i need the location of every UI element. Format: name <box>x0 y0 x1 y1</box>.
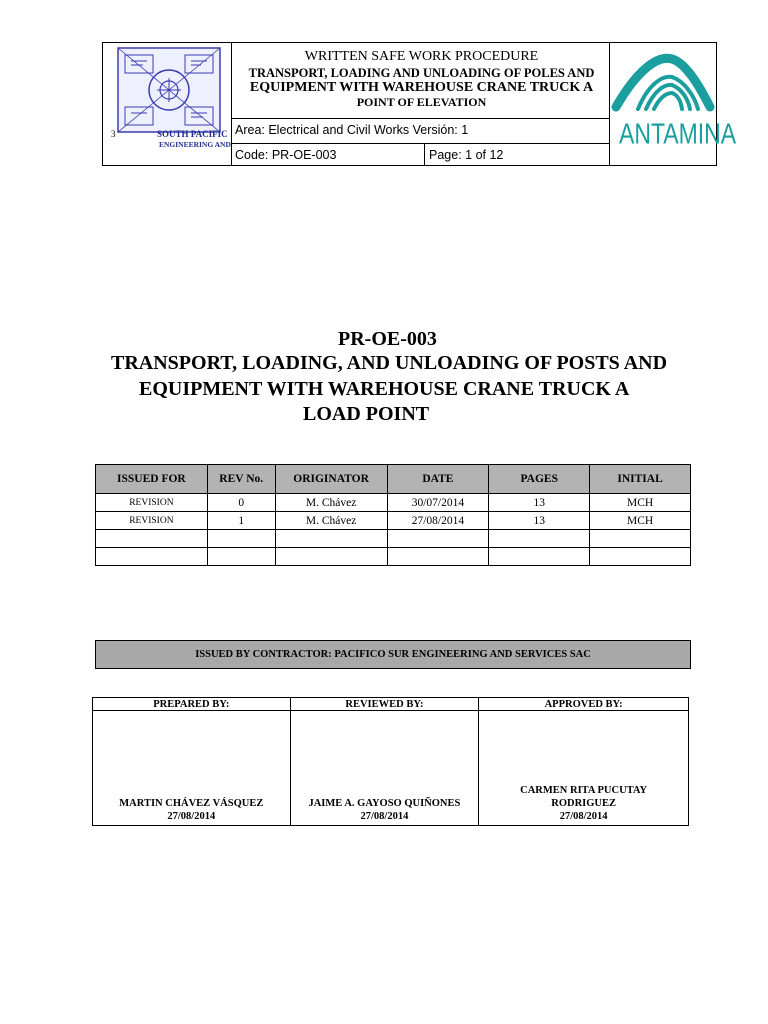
table-row <box>96 494 691 512</box>
reviewed-by-date: 27/08/2014 <box>360 811 409 822</box>
cell-date <box>387 530 489 548</box>
approved-by-cell <box>479 711 689 826</box>
revision-table <box>95 464 691 566</box>
document-header <box>102 42 737 166</box>
main-title-line2: EQUIPMENT WITH WAREHOUSE CRANE TRUCK A <box>139 378 630 400</box>
main-title-line1: TRANSPORT, LOADING, AND UNLOADING OF POSTS AND <box>111 352 668 374</box>
document-code: Code: PR-OE-003 <box>235 148 337 162</box>
table-row <box>96 512 691 530</box>
page-number: Page: 1 of 12 <box>429 148 504 162</box>
prepared-by-label: PREPARED BY: <box>93 698 291 711</box>
cell-date <box>387 548 489 566</box>
col-issued-for: ISSUED FOR <box>96 465 208 494</box>
cell-originator <box>275 530 387 548</box>
cell-rev-no: 1 <box>207 512 275 530</box>
cell-date: 30/07/2014 <box>387 494 489 512</box>
cell-issued-for <box>96 548 208 566</box>
header-title-line2: EQUIPMENT WITH WAREHOUSE CRANE TRUCK A <box>249 80 594 95</box>
approved-by-label: APPROVED BY: <box>479 698 689 711</box>
cell-initial: MCH <box>590 494 691 512</box>
col-originator: ORIGINATOR <box>275 465 387 494</box>
col-date: DATE <box>387 465 489 494</box>
cell-initial: MCH <box>590 512 691 530</box>
col-initial: INITIAL <box>590 465 691 494</box>
prepared-by-name: MARTIN CHÁVEZ VÁSQUEZ <box>119 798 264 809</box>
south-pacific-logo <box>117 47 221 133</box>
cell-issued-for <box>96 530 208 548</box>
table-row <box>96 530 691 548</box>
cell-rev-no: 0 <box>207 494 275 512</box>
table-row <box>96 548 691 566</box>
approved-by-name: CARMEN RITA PUCUTAY RODRIGUEZ <box>520 785 648 809</box>
header-title-line3: POINT OF ELEVATION <box>356 95 487 109</box>
area-version: Area: Electrical and Civil Works Versión: 1 <box>235 123 469 137</box>
antamina-logo-text: ANTAMINA <box>619 117 737 150</box>
revision-table-header <box>96 465 691 494</box>
cell-pages <box>489 530 590 548</box>
reviewed-by-label: REVIEWED BY: <box>290 698 479 711</box>
cell-initial <box>590 548 691 566</box>
prepared-by-cell <box>93 711 291 826</box>
cell-originator: M. Chávez <box>275 512 387 530</box>
cell-date: 27/08/2014 <box>387 512 489 530</box>
cell-initial <box>590 530 691 548</box>
contractor-text: ISSUED BY CONTRACTOR: PACIFICO SUR ENGINEERING AND SERVICES SAC <box>195 649 591 660</box>
col-rev-no: REV No. <box>207 465 275 494</box>
header-title-line1: TRANSPORT, LOADING AND UNLOADING OF POLES AND <box>248 66 595 80</box>
prepared-by-date: 27/08/2014 <box>167 811 216 822</box>
cell-pages: 13 <box>489 512 590 530</box>
cell-rev-no <box>207 530 275 548</box>
signature-body-row <box>93 711 689 826</box>
cell-pages <box>489 548 590 566</box>
logo-company-line1: SOUTH PACIFIC <box>157 129 228 139</box>
cell-pages: 13 <box>489 494 590 512</box>
cell-originator: M. Chávez <box>275 494 387 512</box>
doc-code-title: PR-OE-003 <box>338 328 437 350</box>
cell-originator <box>275 548 387 566</box>
signature-table <box>92 697 689 826</box>
main-title-line3: LOAD POINT <box>303 403 430 425</box>
contractor-banner <box>95 640 691 669</box>
logo-number: 3 <box>111 129 116 139</box>
col-pages: PAGES <box>489 465 590 494</box>
cell-issued-for: REVISION <box>96 494 208 512</box>
signature-header-row <box>93 698 689 711</box>
logo-company-line2: ENGINEERING AND <box>159 140 231 149</box>
reviewed-by-cell <box>290 711 479 826</box>
reviewed-by-name: JAIME A. GAYOSO QUIÑONES <box>308 798 461 809</box>
document-type: WRITTEN SAFE WORK PROCEDURE <box>304 49 539 64</box>
cell-issued-for: REVISION <box>96 512 208 530</box>
cell-rev-no <box>207 548 275 566</box>
approved-by-date: 27/08/2014 <box>559 811 608 822</box>
